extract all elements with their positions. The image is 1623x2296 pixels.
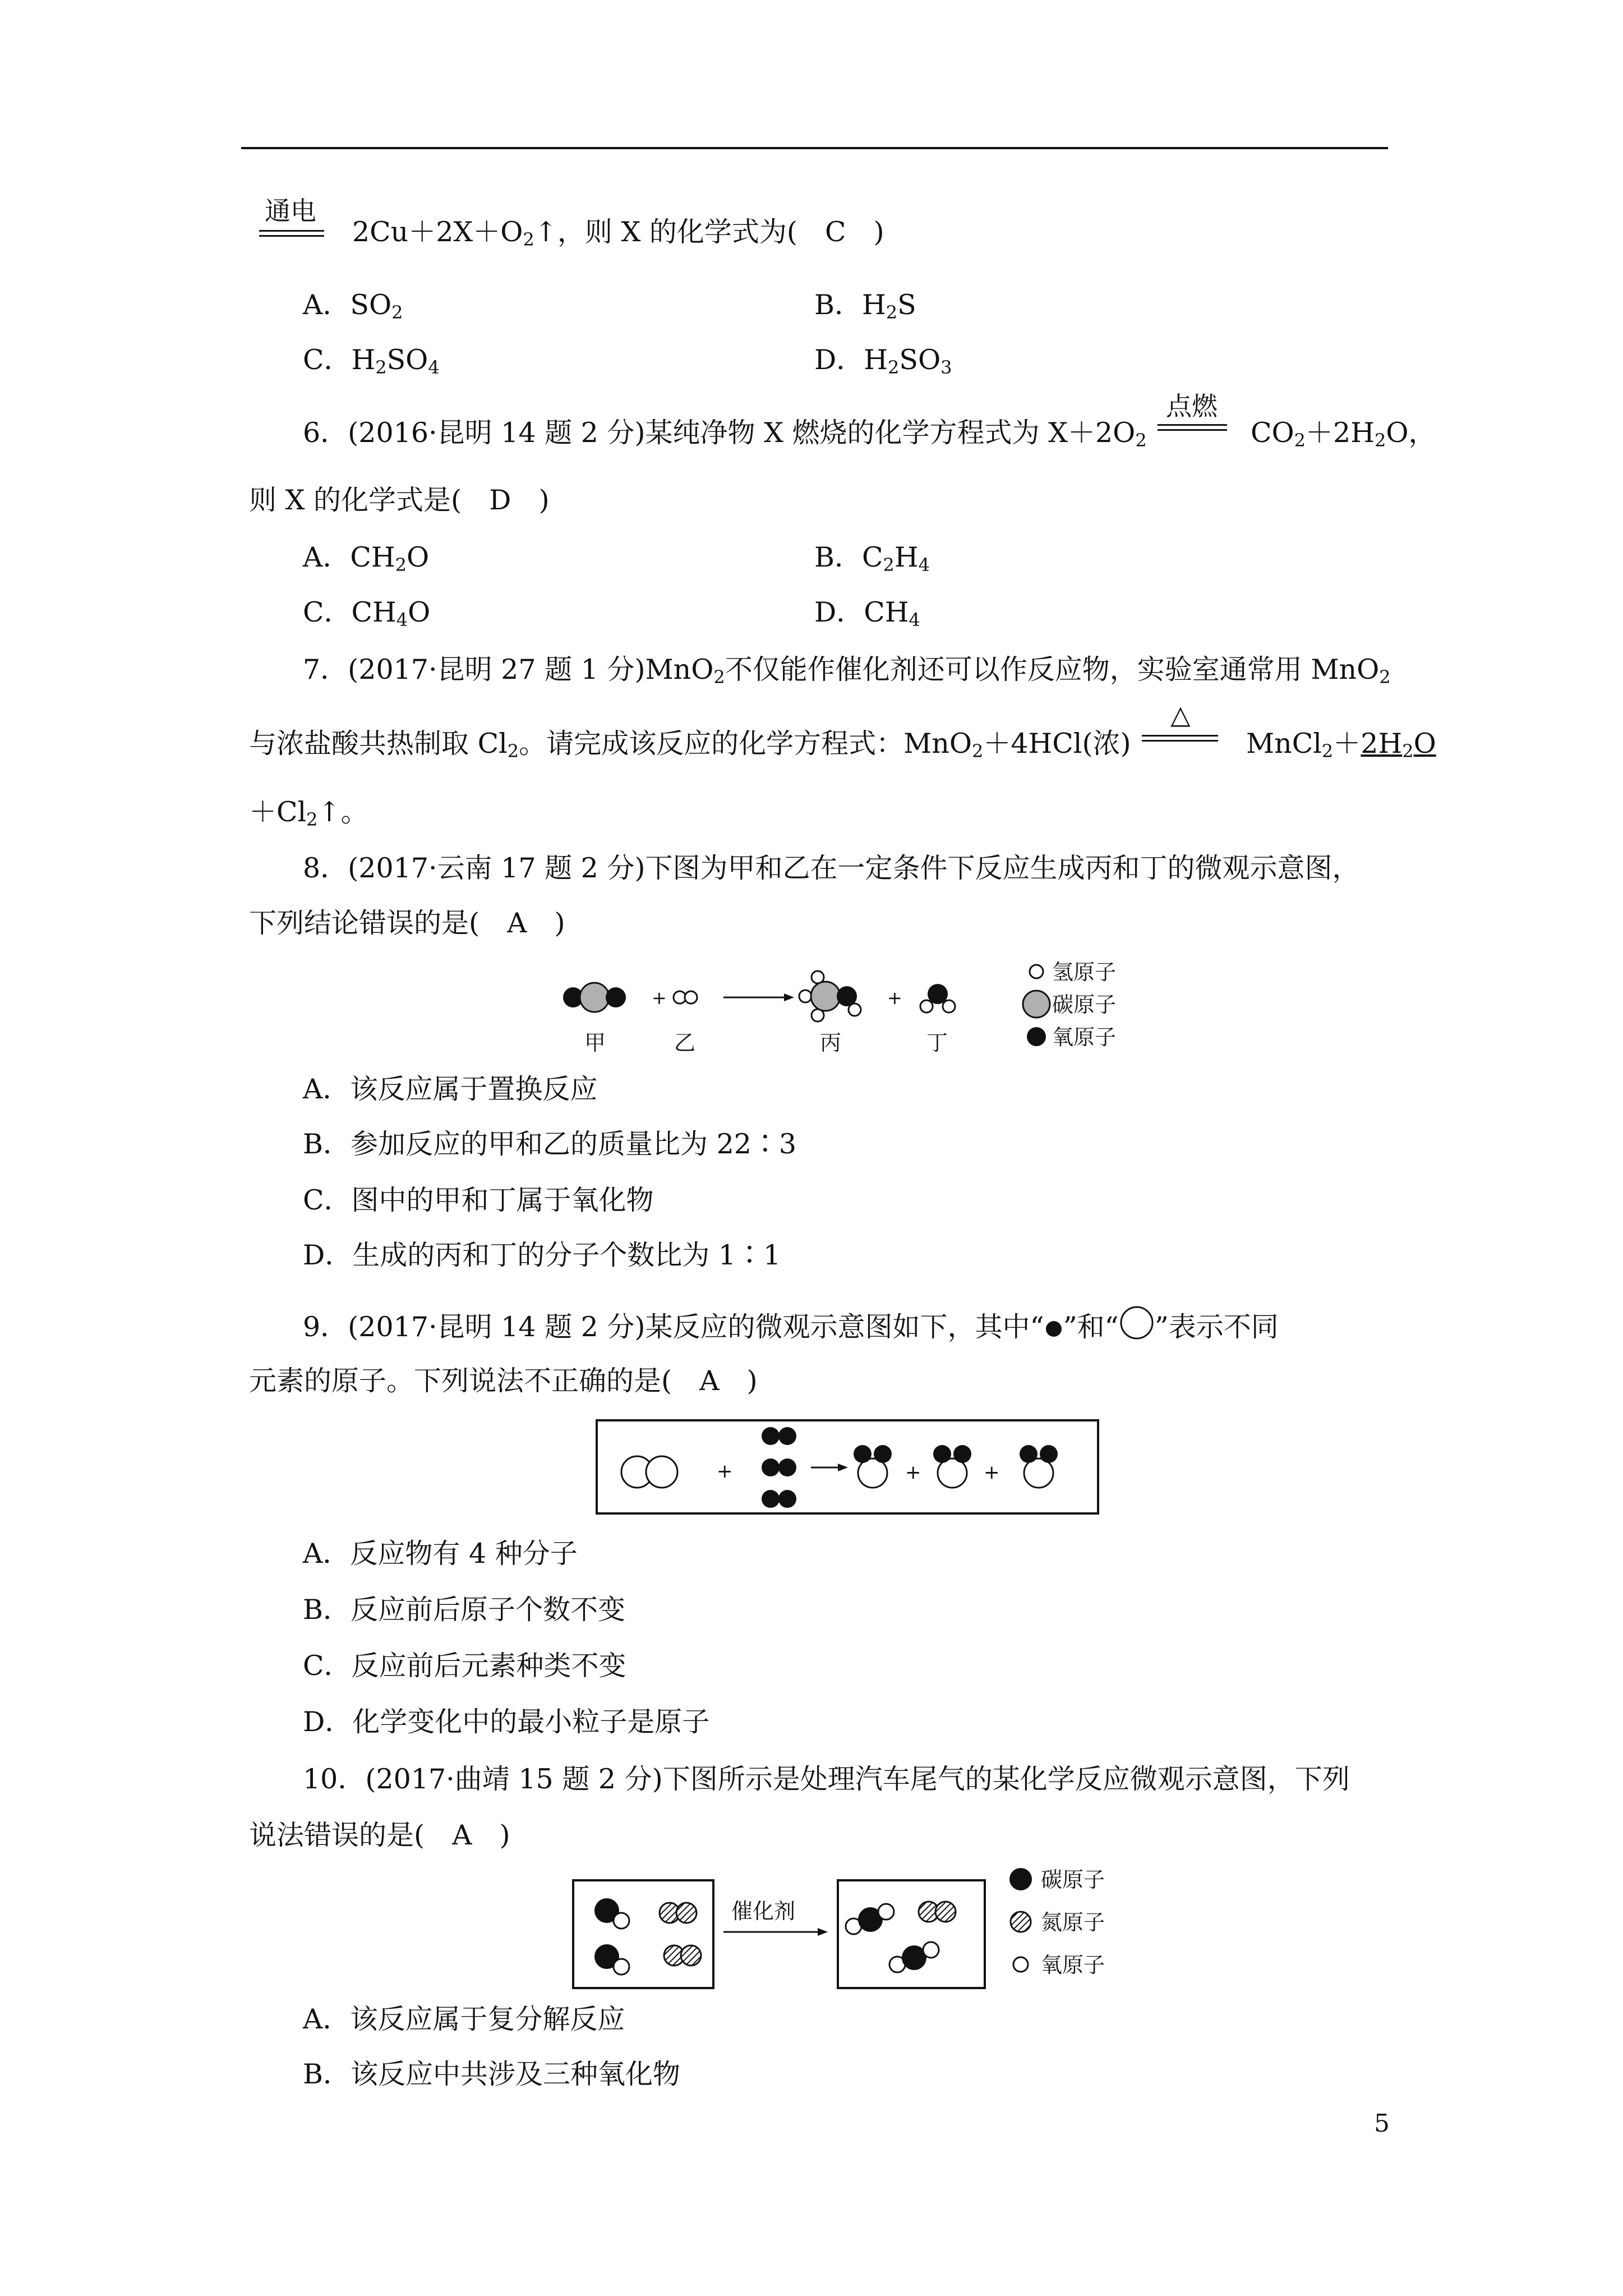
legend-carbon-icon	[1009, 1868, 1032, 1890]
q5-option-d: D．$H_2SO_3$	[814, 344, 952, 378]
catalyst-label: 催化剂	[731, 1899, 796, 1924]
molecule-yi	[674, 991, 697, 1004]
legend-oxygen-icon	[1013, 1957, 1028, 1972]
q7-line2: 与浓盐酸共热制取 $Cl_2$。请完成该反应的化学方程式：MnO$_2$＋4HCl(浓)	[249, 728, 1131, 762]
label-bing: 丙	[820, 1030, 842, 1055]
plus-sign-2: +	[905, 1461, 921, 1484]
legend-carbon: 碳原子	[1041, 1867, 1105, 1892]
white-atom-icon	[1119, 1305, 1155, 1341]
q7-answer: $2H_2O$	[1361, 728, 1436, 762]
legend-oxygen-icon	[1027, 1027, 1046, 1046]
molecule-jia	[563, 983, 626, 1012]
q6-option-b: B．$C_2H_4$	[814, 541, 930, 576]
q8-option-a: A．该反应属于置换反应	[303, 1073, 598, 1105]
q5-condition: 通电	[265, 196, 316, 226]
q6-option-c: C．$CH_4O$	[303, 596, 431, 631]
q9-stem-line2: 元素的原子。下列说法不正确的是( A )	[249, 1365, 758, 1397]
q10-stem-line2: 说法错误的是( A )	[249, 1819, 510, 1851]
q7-line3: $+Cl_2↑$。	[249, 796, 368, 830]
legend-hydrogen-icon	[1030, 965, 1043, 978]
q8-option-d: D．生成的丙和丁的分子个数比为 1∶1	[303, 1239, 781, 1271]
label-yi: 乙	[674, 1030, 696, 1055]
q6-option-d: D．$CH_4$	[814, 596, 920, 631]
plus-sign-3: +	[984, 1461, 1000, 1484]
q7-line1: 7．(2017·昆明 27 题 1 分)MnO$_2$不仅能作催化剂还可以作反应物，实验室通常用 MnO$_2$	[303, 654, 1391, 688]
q8-option-b: B．参加反应的甲和乙的质量比为 22∶3	[303, 1128, 797, 1160]
legend-nitrogen-icon	[1011, 1912, 1031, 1932]
q5-equation-sign	[259, 230, 324, 237]
q6-option-a: A．$CH_2O$	[303, 541, 430, 576]
q10-reaction-diagram	[572, 1862, 1133, 1991]
q9-option-c: C．反应前后元素种类不变	[303, 1650, 626, 1682]
q8-reaction-diagram	[555, 954, 1150, 1060]
q7-products: $MnCl_2+2H_2O$	[1246, 728, 1436, 762]
legend-nitrogen: 氮原子	[1041, 1910, 1105, 1935]
q10-option-a: A．该反应属于复分解反应	[303, 2003, 625, 2035]
q10-option-b: B．该反应中共涉及三种氧化物	[303, 2058, 681, 2090]
q10-stem-line1: 10．(2017·曲靖 15 题 2 分)下图所示是处理汽车尾气的某化学反应微观示意图，下列	[303, 1763, 1350, 1795]
legend-oxygen: 氧原子	[1041, 1953, 1105, 1977]
q9-option-b: B．反应前后原子个数不变	[303, 1594, 626, 1626]
q6-stem-line1: 6．(2016·昆明 14 题 2 分)某纯净物 X 燃烧的化学方程式为 $X+2O_2$	[303, 417, 1147, 451]
black-atom-icon	[1044, 1319, 1063, 1338]
q6-products: $CO_2+2H_2O$，	[1251, 417, 1436, 451]
plus-sign-1: +	[652, 987, 667, 1009]
q8-option-c: C．图中的甲和丁属于氧化物	[303, 1184, 654, 1216]
q5-option-c: C．$H_2SO_4$	[303, 344, 440, 378]
q5-tail: $2Cu+2X+O_2↑$，则 X 的化学式为( C )	[352, 216, 884, 250]
q7-condition: △	[1170, 700, 1191, 730]
q9-stem-line1: 9．(2017·昆明 14 题 2 分)某反应的微观示意图如下，其中“ ”和“ ”表示不同	[303, 1305, 1279, 1344]
plus-sign-2: +	[887, 987, 902, 1009]
q6-equation-sign	[1158, 424, 1227, 431]
label-ding: 丁	[926, 1030, 948, 1055]
q8-stem-line1: 8．(2017·云南 17 题 2 分)下图为甲和乙在一定条件下反应生成丙和丁的微观示意图，	[303, 852, 1360, 884]
page-number: 5	[1374, 2109, 1390, 2138]
legend-carbon: 碳原子	[1052, 992, 1117, 1017]
plus-sign-1: +	[717, 1460, 733, 1483]
q5-option-a: A．$SO_2$	[303, 289, 403, 323]
q6-stem-line2: 则 X 的化学式是( D )	[249, 484, 550, 516]
q6-condition: 点燃	[1166, 391, 1218, 421]
legend-hydrogen: 氢原子	[1052, 960, 1117, 984]
molecule-ding	[920, 984, 955, 1013]
legend-carbon-icon	[1023, 991, 1050, 1018]
label-jia: 甲	[584, 1030, 606, 1055]
header-rule	[241, 147, 1388, 149]
molecule-bing	[799, 971, 861, 1022]
q9-option-d: D．化学变化中的最小粒子是原子	[303, 1706, 710, 1738]
q9-reaction-diagram	[596, 1419, 1100, 1516]
q7-equation-sign	[1142, 735, 1218, 742]
q9-option-a: A．反应物有 4 种分子	[303, 1538, 578, 1570]
q5-option-b: B．$H_2S$	[814, 289, 916, 323]
legend-oxygen: 氧原子	[1052, 1025, 1117, 1050]
q8-stem-line2: 下列结论错误的是( A )	[249, 907, 565, 939]
